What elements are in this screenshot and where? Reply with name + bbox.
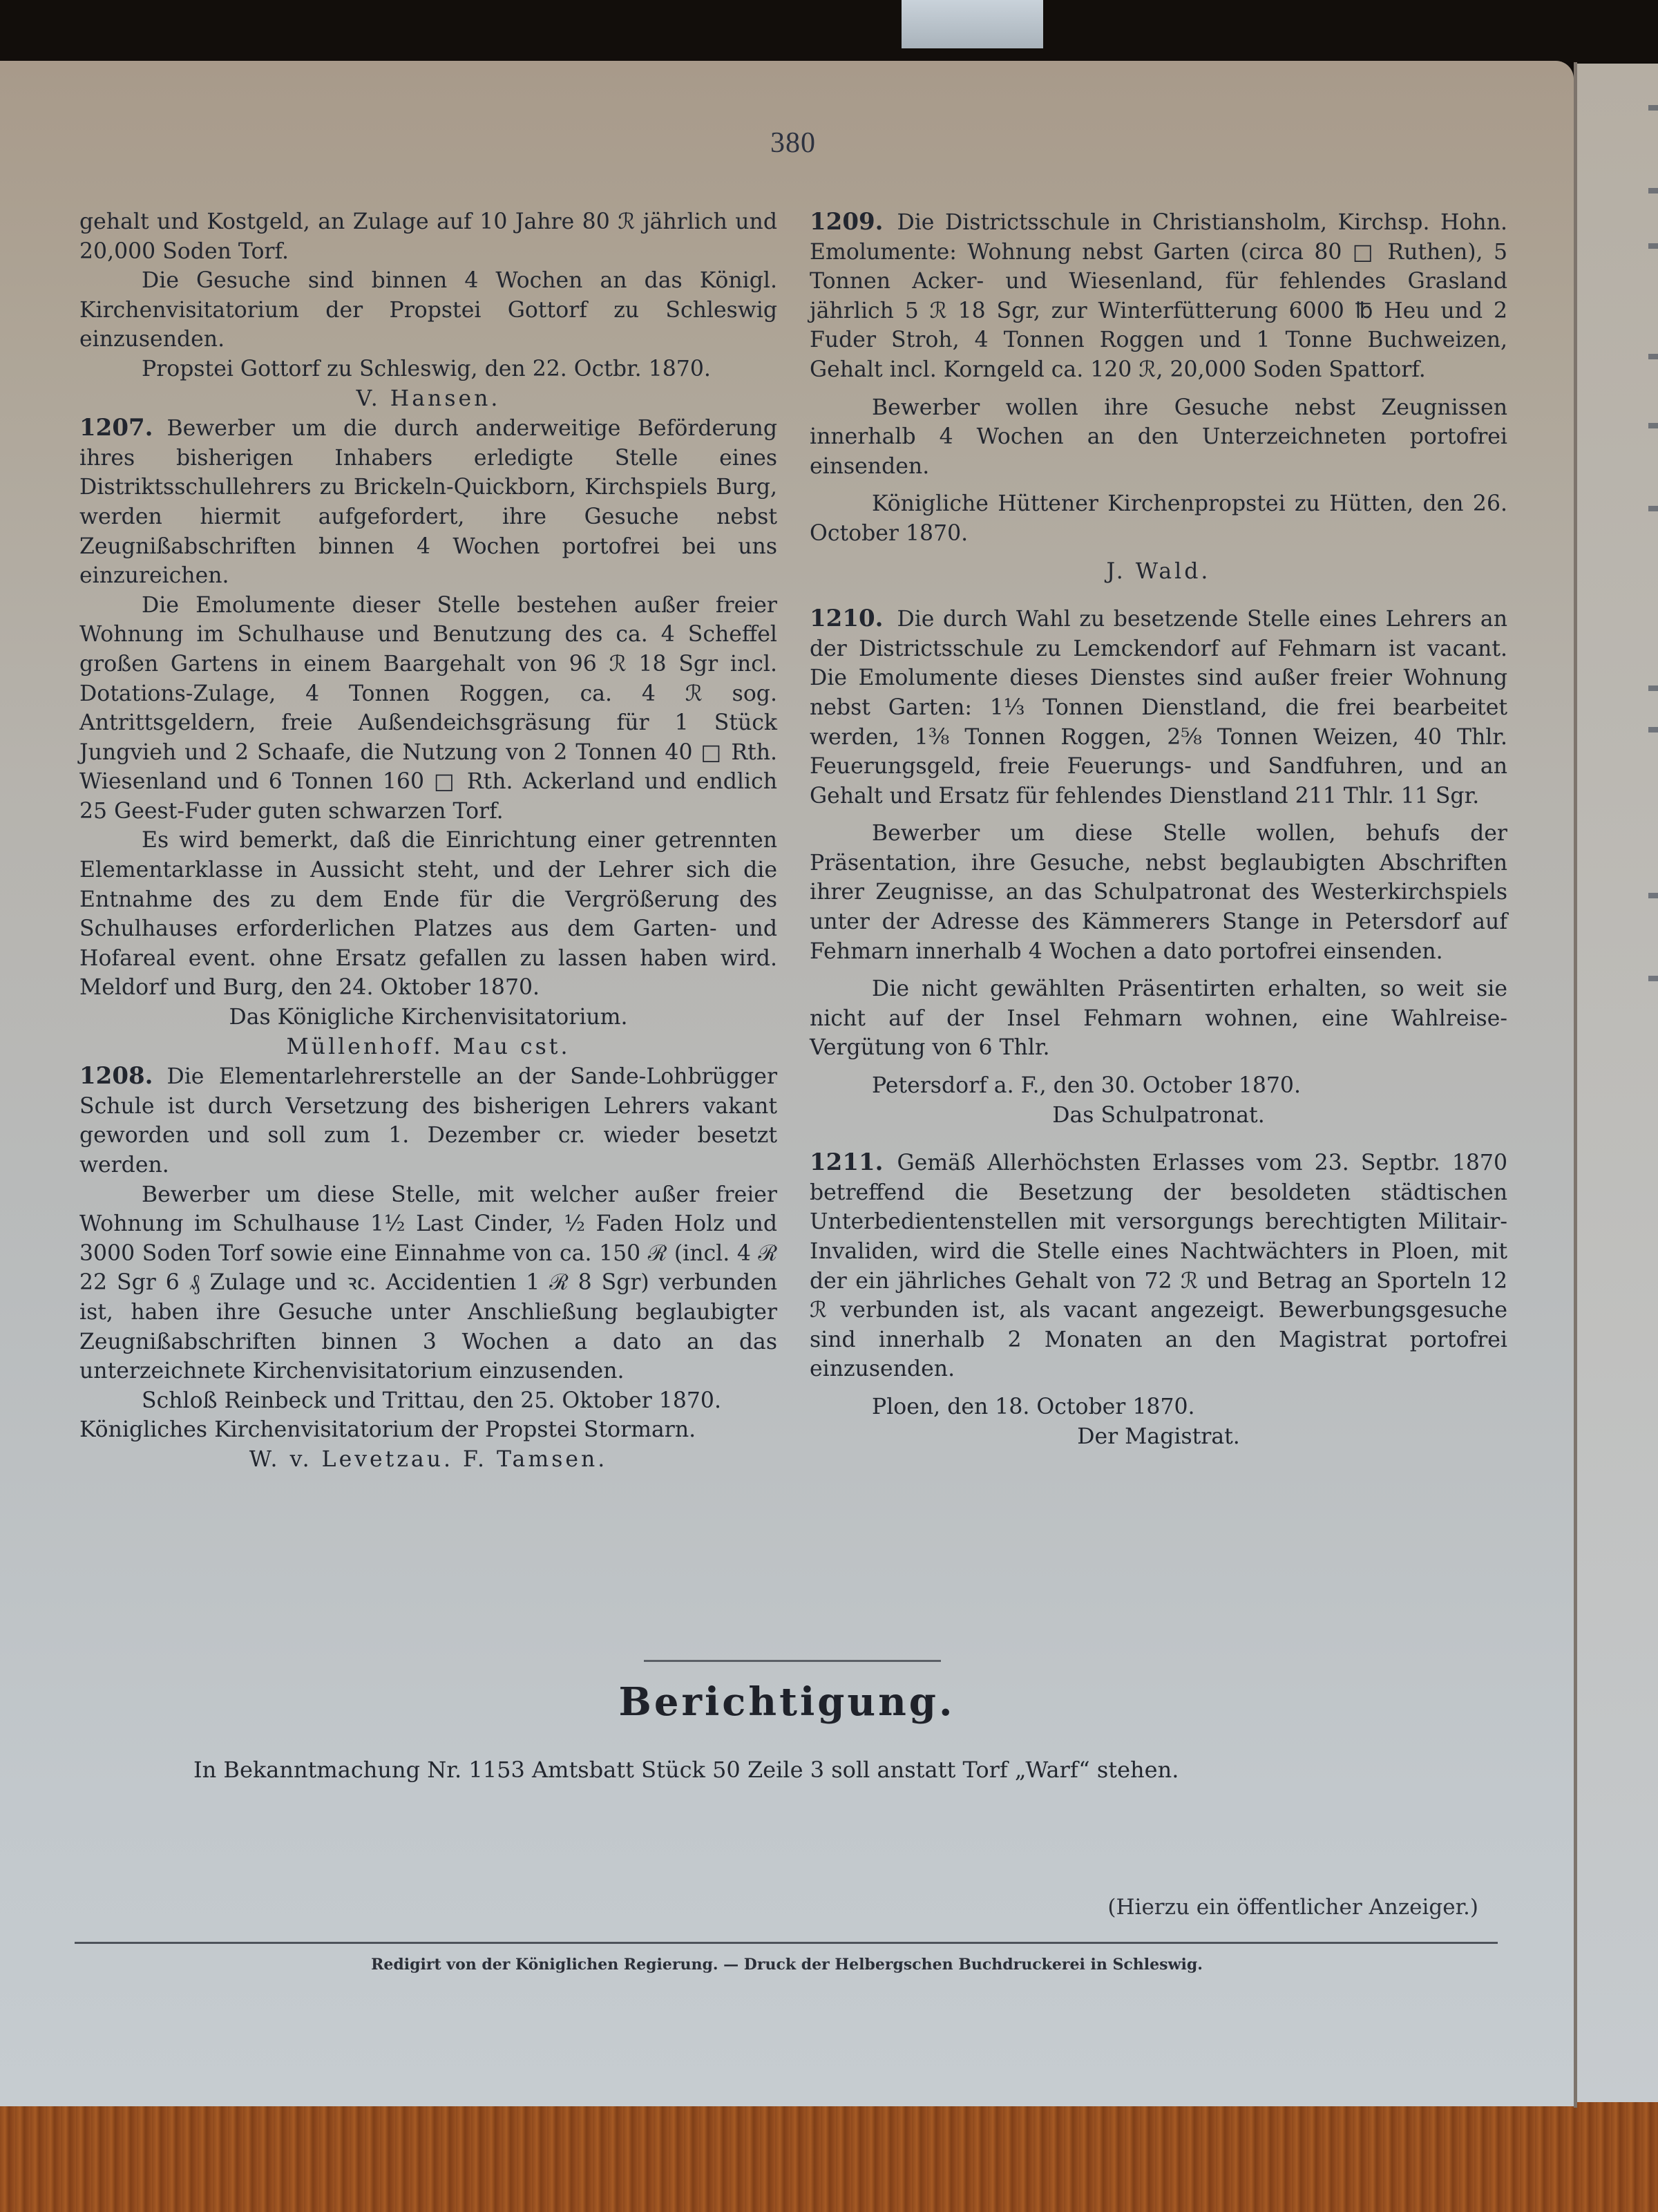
entry-authority: Der Magistrat. (1077, 1424, 1240, 1449)
page-number: 380 (770, 127, 816, 159)
entry-signature: J. Wald. (1106, 558, 1211, 584)
entry-number: 1207. (79, 414, 153, 442)
entry-place-date: Schloß Reinbeck und Trittau, den 25. Oktober 1870. (142, 1388, 721, 1413)
entry-signature: Müllenhoff. Mau cst. (286, 1034, 571, 1059)
entry-paragraph: Königliche Hüttener Kirchenpropstei zu Hütten, den 26. October 1870. (810, 491, 1507, 546)
entry-authority: Das Königliche Kirchenvisitatorium. (229, 1005, 628, 1030)
entry-authority: Königliches Kirchenvisitatorium der Propstei Stormarn. (79, 1417, 696, 1443)
entry-signature: W. v. Levetzau. F. Tamsen. (249, 1446, 608, 1472)
continuation-text: gehalt und Kostgeld, an Zulage auf 10 Jahre 80 ℛ jährlich und 20,000 Soden Torf. (79, 209, 777, 264)
left-column (79, 207, 777, 1475)
berichtigung-text: In Bekanntmachung Nr. 1153 Amtsbatt Stück 50 Zeile 3 soll anstatt Torf „Warf“ stehen. (193, 1757, 1179, 1783)
berichtigung-heading: Berichtigung. (618, 1679, 955, 1725)
entry-1207 (79, 413, 777, 591)
entry-paragraph: Bewerber um diese Stelle, mit welcher außer freier Wohnung im Schulhause 1½ Last Cinder, ½ Faden Holz und 3000 Soden Torf sowie eine Einnahme von ca. 150 ℛ (incl. 4 ℛ 22 Sgr 6 ₰ Zulage und ꝛc. Accidentien 1 ℛ 8 Sgr) verbunden ist, haben ihre Gesuche unter Anschließung beglaubigter Zeugnißabschriften binnen 3 Wochen a dato an das unterzeichnete Kirchenvisitatorium einzusenden. (79, 1182, 777, 1384)
entry-number: 1211. (810, 1148, 884, 1177)
entry-1209 (810, 207, 1507, 385)
entry-authority: Das Schulpatronat. (1052, 1102, 1265, 1128)
entry-paragraph: Die nicht gewählten Präsentirten erhalten, so weit sie nicht auf der Insel Fehmarn wohnen, eine Wahlreise-Vergütung von 6 Thlr. (810, 976, 1507, 1061)
entry-paragraph: Bewerber wollen ihre Gesuche nebst Zeugnissen innerhalb 4 Wochen an den Unterzeichneten portofrei einsenden. (810, 395, 1507, 479)
right-column (810, 207, 1507, 1451)
wooden-table-surface (0, 2101, 1658, 2212)
entry-place-date: Petersdorf a. F., den 30. October 1870. (872, 1073, 1301, 1099)
entry-paragraph: Bewerber um diese Stelle wollen, behufs der Präsentation, ihre Gesuche, nebst beglaubigten Abschriften ihrer Zeugnisse, an das Schulpatronat des Westerkirchspiels unter der Adresse des Kämmerers Stange in Petersdorf auf Fehmarn innerhalb 4 Wochen a dato portofrei einsenden. (810, 821, 1507, 964)
supplement-note: (Hierzu ein öffentlicher Anzeiger.) (1107, 1895, 1478, 1920)
entry-1208 (79, 1061, 777, 1180)
page-gutter (1574, 62, 1577, 2108)
continuation-instructions: Die Gesuche sind binnen 4 Wochen an das Königl. Kirchenvisitatorium der Propstei Gottorf zu Schleswig einzusenden. (79, 268, 777, 352)
entry-place-date: Ploen, den 18. October 1870. (872, 1394, 1195, 1419)
entry-paragraph: Die durch Wahl zu besetzende Stelle eines Lehrers an der Districtsschule zu Lemckendorf auf Fehmarn ist vacant. Die Emolumente dieses Dienstes sind außer freier Wohnung nebst Garten: 1⅓ Tonnen Dienstland, die frei bearbeitet werden, 1⅜ Tonnen Roggen, 2⅝ Tonnen Weizen, 40 Thlr. Feuerungsgeld, freie Feuerungs- und Sandfuhren, und an Gehalt und Ersatz für fehlendes Dienstland 211 Thlr. 11 Sgr. (810, 607, 1507, 809)
entry-paragraph: Die Emolumente dieser Stelle bestehen außer freier Wohnung im Schulhause und Benutzung des ca. 4 Scheffel großen Gartens in einem Baargehalt von 96 ℛ 18 Sgr incl. Dotations-Zulage, 4 Tonnen Roggen, ca. 4 ℛ sog. Antrittsgeldern, freie Außendeichsgräsung für 1 Stück Jungvieh und 2 Schaafe, die Nutzung von 2 Tonnen 40 □ Rth. Wiesenland und 6 Tonnen 160 □ Rth. Ackerland und endlich 25 Geest-Fuder guten schwarzen Torf. (79, 592, 777, 824)
entry-paragraph: Es wird bemerkt, daß die Einrichtung einer getrennten Elementarklasse in Aussicht steht, und der Lehrer sich die Entnahme des zu dem Ende für die Vergrößerung des Schulhauses erforderlichen Platzes aus dem Garten- und Hofareal event. ohne Ersatz gefallen zu lassen haben wird. Meldorf und Burg, den 24. Oktober 1870. (79, 828, 777, 1001)
dark-background (0, 0, 1658, 62)
footer-rule (75, 1942, 1498, 1944)
entry-paragraph: Die Elementarlehrerstelle an der Sande-Lohbrügger Schule ist durch Versetzung des bisherigen Lehrers vakant geworden und soll zum 1. Dezember cr. wieder besetzt werden. (79, 1064, 777, 1178)
entry-number: 1208. (79, 1062, 153, 1090)
entry-paragraph: Gemäß Allerhöchsten Erlasses vom 23. Septbr. 1870 betreffend die Besetzung der besoldeten städtischen Unterbedientenstellen mit versorgungs berechtigten Militair-Invaliden, wird die Stelle eines Nachtwächters in Ploen, mit der ein jährliches Gehalt von 72 ℛ und Betrag an Sporteln 12 ℛ verbunden ist, als vacant angezeigt. Bewerbungsgesuche sind innerhalb 2 Monaten an den Magistrat portofrei einzusenden. (810, 1151, 1507, 1382)
entry-number: 1210. (810, 605, 884, 633)
entry-paragraph: Die Districtsschule in Christiansholm, Kirchsp. Hohn. Emolumente: Wohnung nebst Garten (circa 80 □ Ruthen), 5 Tonnen Acker- und Wiesenland, für fehlendes Grasland jährlich 5 ℛ 18 Sgr, zur Winterfütterung 6000 ℔ Heu und 2 Fuder Stroh, 4 Tonnen Roggen und 1 Tonne Buchweizen, Gehalt incl. Korngeld ca. 120 ℛ, 20,000 Soden Spattorf. (810, 210, 1507, 382)
continuation-signature: V. Hansen. (356, 386, 501, 411)
section-divider (644, 1660, 941, 1662)
adjacent-page-edge (1576, 64, 1658, 2102)
entry-paragraph: Bewerber um die durch anderweitige Beförderung ihres bisherigen Inhabers erledigte Stelle eines Distriktsschullehrers zu Brickeln-Quickborn, Kirchspiels Burg, werden hiermit aufgefordert, ihre Gesuche nebst Zeugnißabschriften binnen 4 Wochen portofrei bei uns einzureichen. (79, 416, 777, 589)
entry-number: 1209. (810, 208, 884, 236)
background-gap (902, 0, 1043, 48)
entry-1211 (810, 1148, 1507, 1384)
entry-1210 (810, 604, 1507, 811)
footer-imprint: Redigirt von der Königlichen Regierung. — Druck der Helbergschen Buchdruckerei in Schleswig. (371, 1956, 1203, 1974)
continuation-place-date: Propstei Gottorf zu Schleswig, den 22. Octbr. 1870. (142, 356, 711, 381)
